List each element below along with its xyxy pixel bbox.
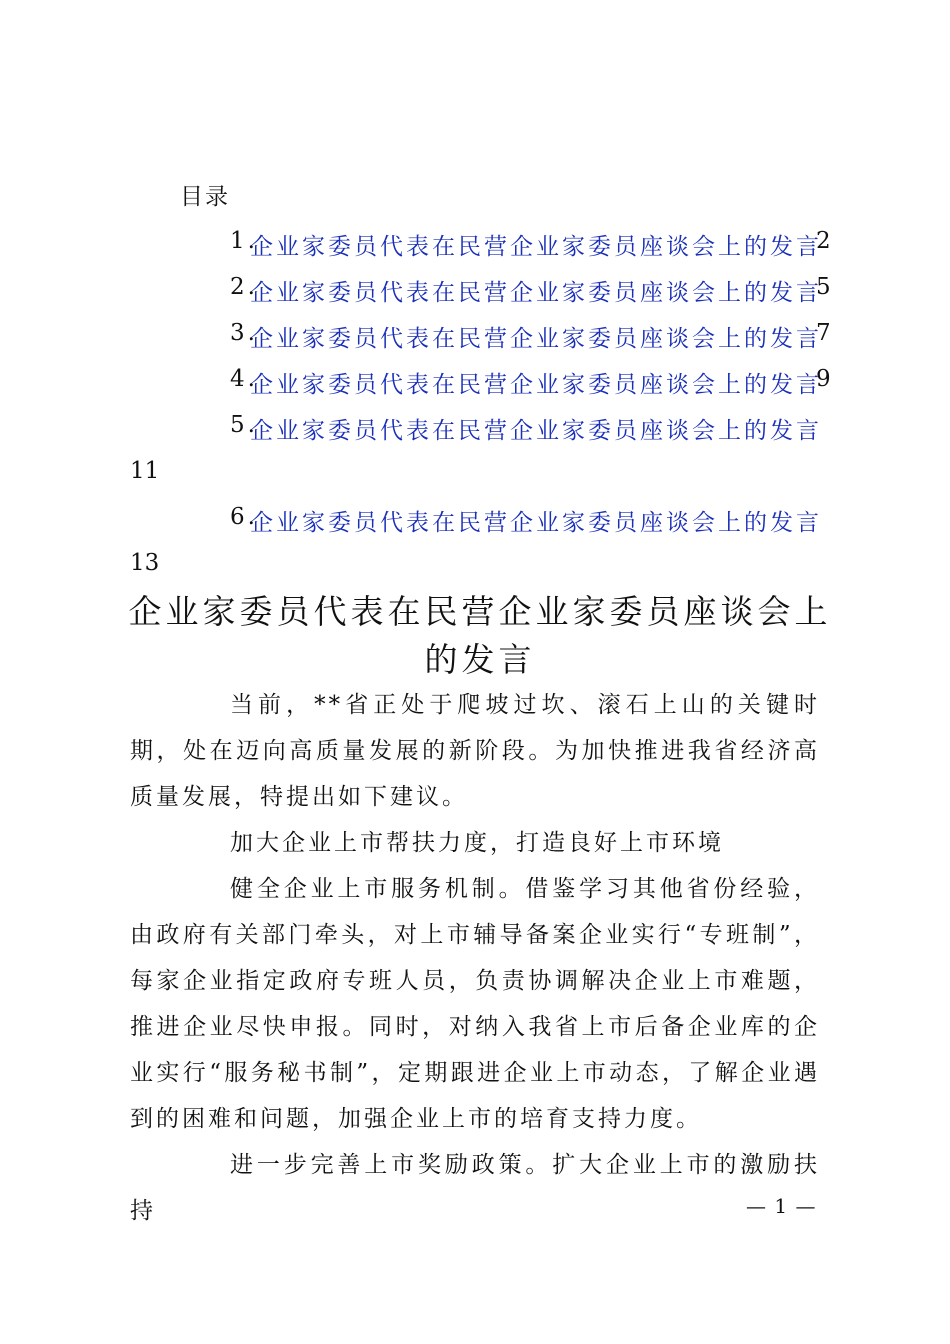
toc-item-link[interactable]: 企业家委员代表在民营企业家委员座谈会上的发言 <box>250 418 822 444</box>
section-heading: 加大企业上市帮扶力度，打造良好上市环境 <box>230 830 724 856</box>
toc-item-page: 13 <box>130 550 160 576</box>
toc-item-link[interactable]: 企业家委员代表在民营企业家委员座谈会上的发言 <box>250 280 822 306</box>
document-title: 企业家委员代表在民营企业家委员座谈会上的发言 <box>128 592 832 679</box>
toc-item-link[interactable]: 企业家委员代表在民营企业家委员座谈会上的发言 <box>250 372 822 398</box>
page-number: — 1 — <box>746 1194 817 1218</box>
body-paragraph: 健全企业上市服务机制。借鉴学习其他省份经验，由政府有关部门牵头，对上市辅导备案企业实行“专班制”，每家企业指定政府专班人员，负责协调解决企业上市难题，推进企业尽快申报。同时，对纳入我省上市后备企业库的企业实行“服务秘书制”，定期跟进企业上市动态，了解企业遇到的困难和问题，加强企业上市的培育支持力度。 <box>130 876 820 1132</box>
body-paragraph: 当前，**省正处于爬坡过坎、滚石上山的关键时期，处在迈向高质量发展的新阶段。为加快推进我省经济高质量发展，特提出如下建议。 <box>130 692 820 810</box>
toc-item-number: 4. <box>230 366 258 392</box>
toc-item-number: 2. <box>230 274 258 300</box>
toc-item-link[interactable]: 企业家委员代表在民营企业家委员座谈会上的发言 <box>250 510 822 536</box>
toc-heading: 目录 <box>180 184 230 210</box>
toc-item-number: 3. <box>230 320 258 346</box>
toc-item-number: 6. <box>230 504 258 530</box>
toc-item-page: 5 <box>816 274 834 300</box>
toc-item-number: 1. <box>230 228 258 254</box>
body-paragraph: 进一步完善上市奖励政策。扩大企业上市的激励扶持 <box>130 1152 820 1224</box>
toc-item-number: 5. <box>230 412 258 438</box>
toc-item-page: 11 <box>130 458 160 484</box>
toc-item-link[interactable]: 企业家委员代表在民营企业家委员座谈会上的发言 <box>250 234 822 260</box>
toc-item-page: 7 <box>816 320 834 346</box>
toc-item-link[interactable]: 企业家委员代表在民营企业家委员座谈会上的发言 <box>250 326 822 352</box>
toc-item-page: 2 <box>816 228 834 254</box>
toc-item-page: 9 <box>816 366 834 392</box>
